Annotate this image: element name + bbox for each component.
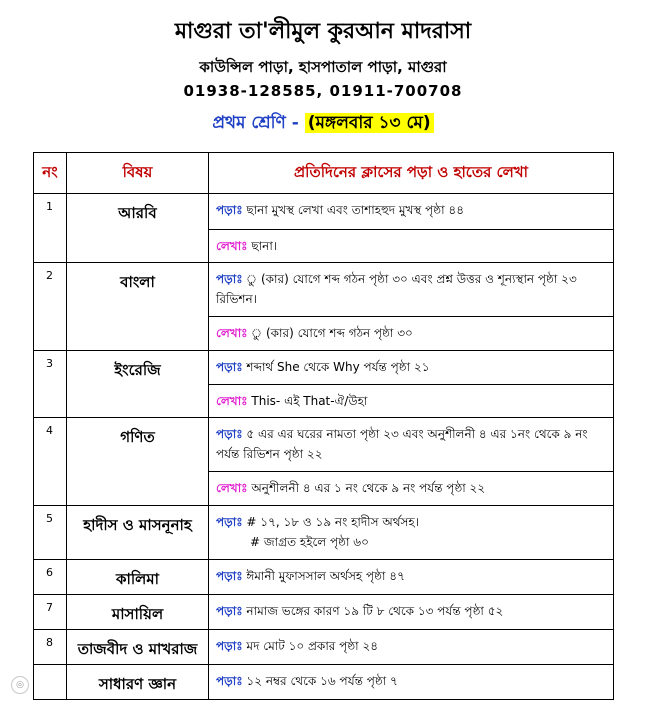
address-line: কাউন্সিল পাড়া, হাসপাতাল পাড়া, মাগুরা <box>199 58 447 76</box>
write-key: লেখাঃ <box>216 239 248 253</box>
table-row <box>34 194 614 230</box>
header-no: নং <box>34 153 67 194</box>
row-subject: হাদীস ও মাসনূনাহ <box>67 506 209 560</box>
row-number: 6 <box>34 560 67 595</box>
watermark-icon: ◎ <box>11 676 29 694</box>
read-text: নামাজ ভঙ্গের কারণ ১৯ টি ৮ থেকে ১৩ পর্যন্ত পৃষ্ঠা ৫২ <box>246 604 504 618</box>
row-subject: তাজবীদ ও মাখরাজ <box>67 630 209 665</box>
class-label: প্রথম শ্রেণি - <box>212 113 299 133</box>
read-text: ৫ এর এর ঘরের নামতা পৃষ্ঠা ২৩ এবং অনুশীলনী ৪ এর ১নং থেকে ৯ নং পর্যন্ত রিভিশন পৃষ্ঠা ২২ <box>216 427 588 461</box>
read-cell <box>209 418 614 472</box>
write-key: লেখাঃ <box>216 326 248 340</box>
read-key: পড়াঃ <box>216 427 243 441</box>
read-cell <box>209 263 614 317</box>
table-row <box>34 665 614 700</box>
read-cell <box>209 595 614 630</box>
read-cell <box>209 630 614 665</box>
table-row <box>34 630 614 665</box>
read-key: পড়াঃ <box>216 604 243 618</box>
date-label: (মঙ্গলবার ১৩ মে) <box>305 113 434 133</box>
read-cell <box>209 194 614 230</box>
read-text: শব্দার্থ She থেকে Why পর্যন্ত পৃষ্ঠা ২১ <box>246 360 430 374</box>
write-cell <box>209 317 614 351</box>
page-title: মাগুরা তা'লীমুল কুরআন মাদরাসা <box>174 19 472 44</box>
row-subject: ইংরেজি <box>67 351 209 418</box>
row-number: 3 <box>34 351 67 418</box>
read-key: পড়াঃ <box>216 515 243 529</box>
write-text: ু (কার) যোগে শব্দ গঠন পৃষ্ঠা ৩০ <box>262 326 413 340</box>
row-subject: বাংলা <box>67 263 209 351</box>
table-row <box>34 595 614 630</box>
header-subject: বিষয় <box>67 153 209 194</box>
read-key: পড়াঃ <box>216 674 243 688</box>
row-number: 2 <box>34 263 67 351</box>
row-number: 1 <box>34 194 67 263</box>
row-subject: মাসায়িল <box>67 595 209 630</box>
read-cell <box>209 560 614 595</box>
row-subject: গণিত <box>67 418 209 506</box>
row-subject: আরবি <box>67 194 209 263</box>
read-cell <box>209 351 614 385</box>
class-date-line <box>0 110 646 138</box>
header-details: প্রতিদিনের ক্লাসের পড়া ও হাতের লেখা <box>209 153 614 194</box>
row-number <box>34 665 67 700</box>
schedule-table <box>33 152 614 700</box>
table-row <box>34 506 614 560</box>
write-key: লেখাঃ <box>216 481 248 495</box>
table-header-row <box>34 153 614 194</box>
read-text: ১২ নম্বর থেকে ১৬ পর্যন্ত পৃষ্ঠা ৭ <box>246 674 398 688</box>
read-key: পড়াঃ <box>216 203 243 217</box>
row-number: 4 <box>34 418 67 506</box>
read-text: ছানা মুখস্থ লেখা এবং তাশাহহুদ মুখস্থ পৃষ্ঠা ৪৪ <box>246 203 464 217</box>
read-key: পড়াঃ <box>216 272 243 286</box>
read-key: পড়াঃ <box>216 639 243 653</box>
write-text: This- এই That-ঐ/উহা <box>251 394 368 408</box>
table-row <box>34 351 614 385</box>
write-text: ছানা। <box>251 239 278 253</box>
read-text-2: # জাগ্রত হইলে পৃষ্ঠা ৬০ <box>250 535 369 549</box>
row-number: 7 <box>34 595 67 630</box>
table-row <box>34 560 614 595</box>
write-cell <box>209 385 614 418</box>
table-row <box>34 263 614 317</box>
write-key: লেখাঃ <box>216 394 248 408</box>
phone-line: 01938-128585, 01911-700708 <box>183 82 463 100</box>
row-subject: সাধারণ জ্ঞান <box>67 665 209 700</box>
read-key: পড়াঃ <box>216 569 243 583</box>
write-text: অনুশীলনী ৪ এর ১ নং থেকে ৯ নং পর্যন্ত পৃষ্ঠা ২২ <box>251 481 486 495</box>
read-text: মদ মোট ১০ প্রকার পৃষ্ঠা ২৪ <box>246 639 379 653</box>
write-cell <box>209 472 614 506</box>
row-subject: কালিমা <box>67 560 209 595</box>
read-cell <box>209 506 614 560</box>
read-cell <box>209 665 614 700</box>
read-text: ু (কার) যোগে শব্দ গঠন পৃষ্ঠা ৩০ এবং প্রশ্ন উত্তর ও শূন্যস্থান পৃষ্ঠা ২৩ রিভিশন। <box>216 272 577 306</box>
row-number: 8 <box>34 630 67 665</box>
read-text: ঈমানী মুফাসসাল অর্থসহ পৃষ্ঠা ৪৭ <box>246 569 405 583</box>
read-key: পড়াঃ <box>216 360 243 374</box>
row-number: 5 <box>34 506 67 560</box>
write-cell <box>209 230 614 263</box>
read-text: # ১৭, ১৮ ও ১৯ নং হাদীস অর্থসহ। <box>246 515 420 529</box>
table-row <box>34 418 614 472</box>
